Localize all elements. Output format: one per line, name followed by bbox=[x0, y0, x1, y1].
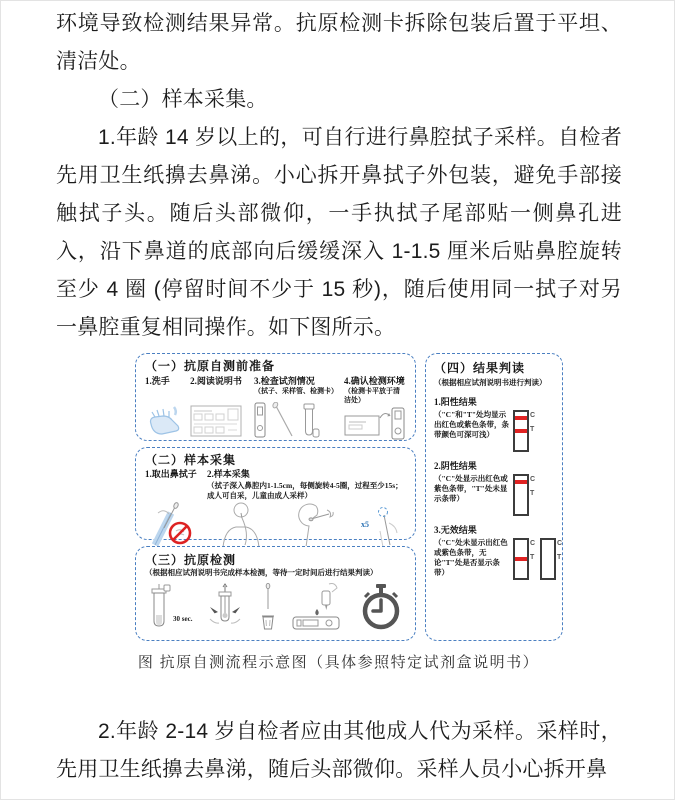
step-label: 1.洗手 bbox=[145, 376, 170, 386]
test-cassette-icon bbox=[254, 402, 266, 438]
paragraph-section-heading: （二）样本采集。 bbox=[98, 88, 268, 111]
section4-title: （四）结果判读 bbox=[434, 361, 526, 375]
step-collect-label: 2.样本采集 bbox=[207, 469, 250, 479]
result-negative bbox=[434, 461, 554, 516]
section2-icons bbox=[145, 501, 406, 547]
strip-t-label: T bbox=[530, 553, 535, 561]
test-strip-invalid-t-only bbox=[513, 538, 536, 580]
instructions-leaflet-icon bbox=[190, 404, 242, 438]
strip-body bbox=[540, 538, 556, 580]
result-label: 3.无效结果 bbox=[434, 524, 477, 535]
drop-on-cassette-icon bbox=[291, 583, 347, 631]
result-description: （"C"和"T"处均显示出红色或紫色条带，条带颜色可深可浅） bbox=[434, 409, 509, 439]
strip-c-label: C bbox=[557, 539, 563, 547]
strip-c-label: C bbox=[530, 539, 536, 547]
step-label: 3.检查试剂情况 bbox=[253, 376, 315, 386]
result-description: （"C"处未显示出红色或紫色条带，无论"T"处是否显示条带） bbox=[434, 537, 508, 577]
step-collect-note: （拭子深入鼻腔内1-1.5cm，每侧旋转4-5圈，过程至少15s；成人可自采，儿童由成人采样） bbox=[207, 481, 403, 500]
step-take-swab-label: 1.取出鼻拭子 bbox=[145, 469, 197, 479]
figure-caption: 图 抗原自测流程示意图（具体参照特定试剂盒说明书） bbox=[137, 655, 540, 671]
paragraph-sampling-adult: 1.年龄 14 岁以上的，可自行进行鼻腔拭子采样。自检者先用卫生纸擤去鼻涕。小心拆开鼻拭子外包装，避免手部接触拭子头。随后头部微仰，一手执拭子尾部贴一侧鼻孔进入，沿下鼻道的底部向后缓缓深入 1-1.5 厘米后贴鼻腔旋转至少 4 圈 (停留时间不少于 15 秒)，随后使用同一拭子对另一鼻腔重复相同操作。如下图所示。 bbox=[56, 126, 622, 339]
section3-icons bbox=[145, 581, 406, 631]
step-label: 4.确认检测环境 bbox=[344, 376, 405, 386]
step-confirm-environment bbox=[344, 376, 406, 438]
person-front-icon bbox=[220, 501, 262, 547]
timer-30sec-label: 30 sec. bbox=[173, 614, 193, 623]
section1-title: （一）抗原自测前准备 bbox=[145, 359, 276, 373]
step-check-reagents bbox=[254, 376, 340, 438]
strip-body bbox=[513, 410, 529, 452]
swab-rotate-icon bbox=[370, 501, 400, 547]
body-text-bottom bbox=[56, 713, 622, 797]
swab-no-touch-icon bbox=[151, 501, 193, 547]
strip-body bbox=[513, 538, 529, 580]
tube-timer-group bbox=[149, 583, 192, 631]
tube-swab-icon bbox=[149, 583, 171, 631]
section3-note: （根据相应试剂说明书完成样本检测，等待一定时间后进行结果判读） bbox=[145, 568, 378, 577]
t-band bbox=[515, 429, 527, 434]
strip-t-label: T bbox=[530, 425, 535, 433]
step-wash-hands bbox=[145, 376, 186, 438]
step-sublabel: （检测卡平放于清洁处） bbox=[344, 387, 400, 404]
person-profile-swab-icon bbox=[288, 501, 334, 547]
t-band bbox=[515, 557, 527, 562]
test-strip-negative bbox=[513, 474, 536, 516]
strip-c-label: C bbox=[530, 475, 536, 483]
test-environment-package-icon bbox=[344, 405, 406, 441]
result-label: 1.阳性结果 bbox=[434, 396, 477, 407]
step-label: 2.阅读说明书 bbox=[190, 376, 242, 386]
swab-discard-icon bbox=[258, 583, 278, 631]
figure-section-result-interpretation bbox=[425, 353, 563, 641]
squeeze-tube-icon bbox=[205, 583, 245, 631]
step-read-instructions bbox=[190, 376, 250, 438]
swab-icon bbox=[271, 402, 295, 438]
wash-hands-icon bbox=[145, 404, 185, 438]
result-label: 2.阴性结果 bbox=[434, 460, 477, 471]
swab-rotate-group bbox=[361, 501, 400, 547]
section2-title: （二）样本采集 bbox=[145, 453, 237, 467]
result-description: （"C"处显示出红色或紫色条带，"T"处未显示条带） bbox=[434, 473, 508, 503]
body-text-top bbox=[56, 5, 622, 351]
figure-section-preparation bbox=[135, 353, 416, 441]
paragraph-continuation: 环境导致检测结果异常。抗原检测卡拆除包装后置于平坦、清洁处。 bbox=[56, 12, 622, 73]
strip-body bbox=[513, 474, 529, 516]
c-band bbox=[515, 480, 527, 485]
figure-section-sample-collection bbox=[135, 447, 416, 540]
result-invalid bbox=[434, 524, 563, 580]
strip-t-label: T bbox=[530, 489, 535, 497]
times-5-label: x5 bbox=[360, 519, 369, 529]
result-positive bbox=[434, 397, 554, 452]
section2-steps bbox=[145, 469, 406, 500]
stopwatch-icon bbox=[360, 583, 402, 631]
step-sublabel: （拭子、采样管、检测卡） bbox=[253, 387, 338, 395]
paragraph-sampling-child: 2.年龄 2-14 岁自检者应由其他成人代为采样。采样时，先用卫生纸擤去鼻涕，随后头部微仰。采样人员小心拆开鼻 bbox=[56, 720, 622, 781]
test-strip-positive bbox=[513, 410, 536, 452]
section4-note: （根据相应试剂说明书进行判读） bbox=[434, 378, 547, 387]
strip-c-label: C bbox=[530, 411, 536, 419]
figure-section-antigen-detection bbox=[135, 546, 416, 641]
c-band bbox=[515, 416, 527, 421]
test-strip-invalid-blank bbox=[540, 538, 563, 580]
section1-steps bbox=[145, 376, 406, 438]
section3-title: （三）抗原检测 bbox=[145, 553, 237, 567]
sample-tube-icon bbox=[300, 402, 320, 438]
strip-t-label: T bbox=[557, 553, 562, 561]
